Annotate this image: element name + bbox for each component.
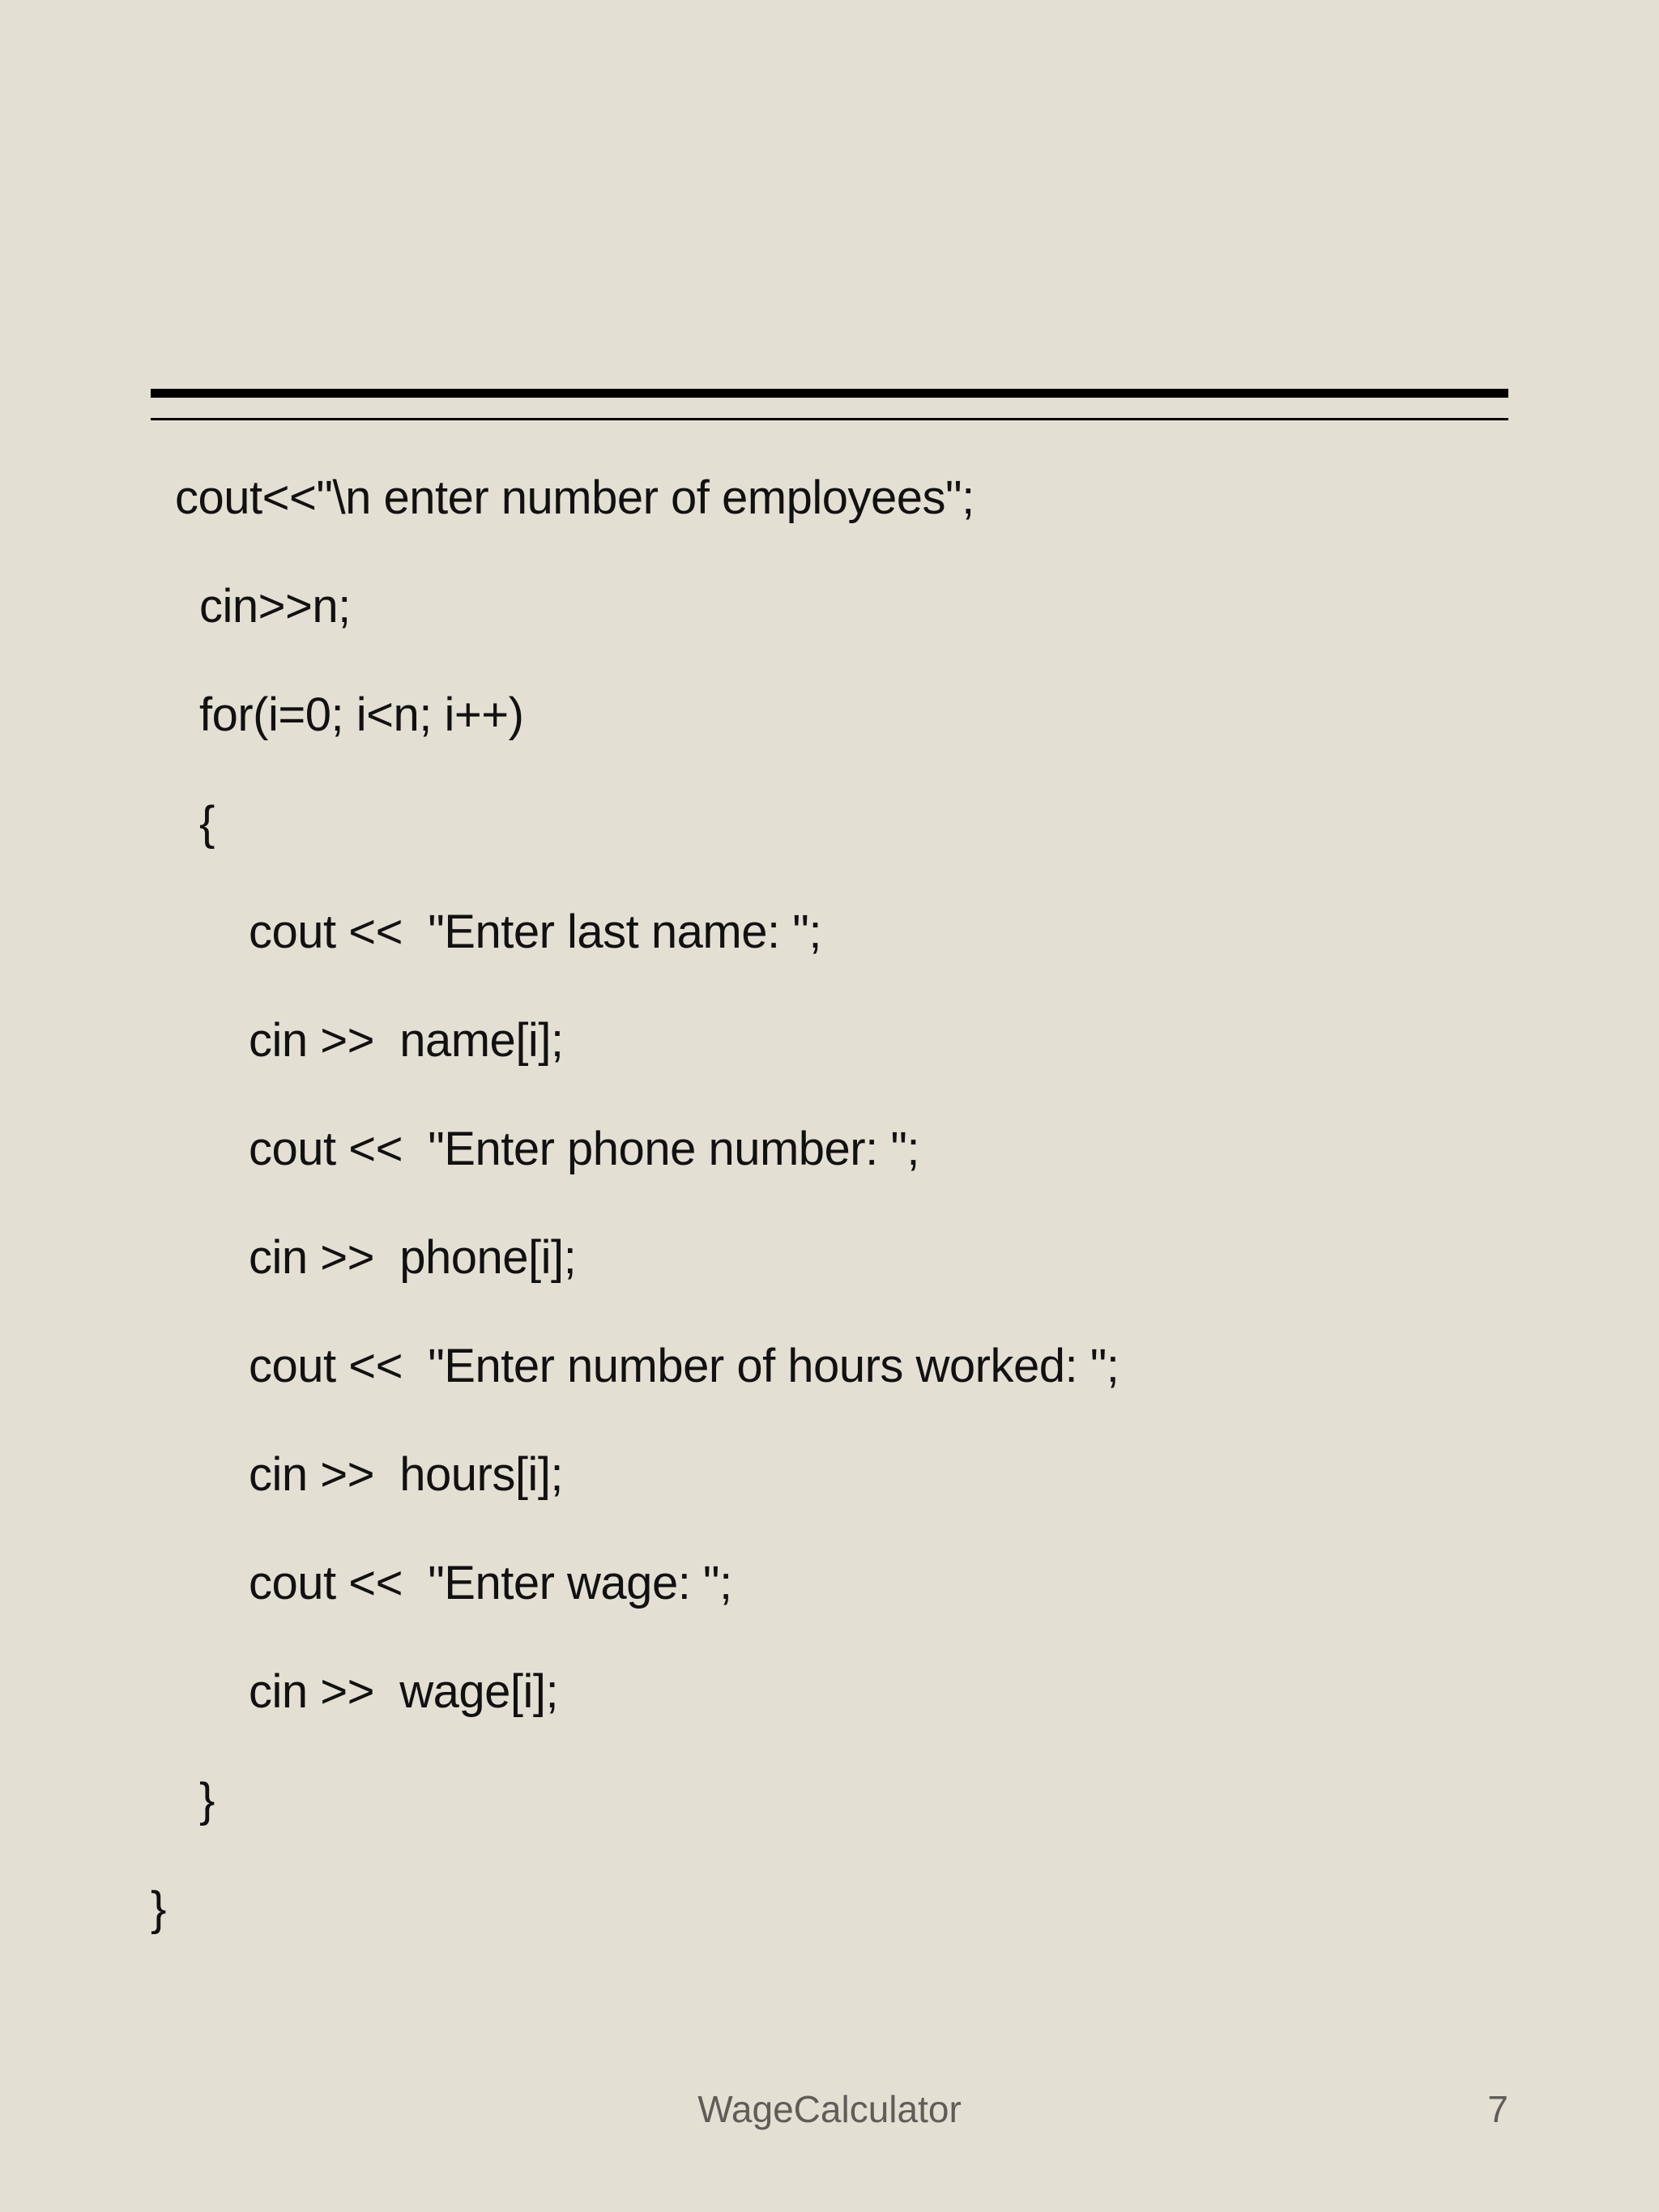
code-line: cin >> name[i]; [249,1014,564,1067]
title-rule-thick [151,389,1508,398]
title-rule-thin [151,418,1508,420]
code-line: cout << "Enter number of hours worked: "; [249,1340,1120,1392]
code-line: cout<<"\n enter number of employees"; [175,471,975,524]
code-line: } [151,1882,166,1935]
code-line: { [199,797,215,850]
code-line: } [199,1774,215,1826]
code-line: cout << "Enter phone number: "; [249,1123,920,1175]
code-line: for(i=0; i<n; i++) [199,688,524,741]
code-line: cin>>n; [199,580,351,633]
code-line: cin >> phone[i]; [249,1231,577,1284]
code-line: cout << "Enter last name: "; [249,906,821,958]
page-number: 7 [1487,2088,1508,2130]
code-line: cin >> wage[i]; [249,1665,559,1718]
footer-title: WageCalculator [697,2088,962,2130]
code-line: cout << "Enter wage: "; [249,1557,732,1609]
code-line: cin >> hours[i]; [249,1448,564,1501]
